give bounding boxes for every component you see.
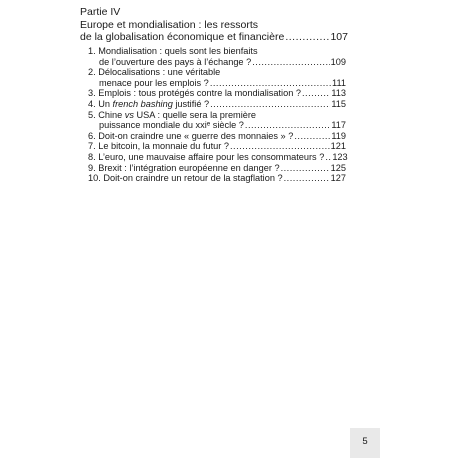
toc-entry-1[interactable]	[88, 46, 346, 67]
dot-leader	[325, 152, 331, 163]
chapter-page-number: 117	[331, 120, 346, 131]
chapter-page-number: 121	[330, 141, 346, 152]
toc-entry-9[interactable]	[88, 163, 346, 174]
toc-entry-7[interactable]	[88, 141, 346, 152]
dot-leader	[252, 57, 329, 68]
chapter-number: 1.	[88, 46, 96, 56]
chapter-page-number: 111	[332, 77, 346, 88]
part-heading-text-2: de la globalisation économique et financière	[80, 31, 285, 43]
chapter-number: 2.	[88, 67, 96, 78]
chapter-title-italic: vs	[124, 109, 134, 120]
toc-entry-8[interactable]	[88, 152, 346, 163]
chapter-page-number: 125	[330, 162, 346, 173]
chapter-title: Doit-on craindre un retour de la stagflation ?	[103, 173, 283, 184]
dot-leader	[210, 78, 331, 89]
chapter-title: Le bitcoin, la monnaie du futur ?	[98, 141, 229, 152]
chapter-title: Mondialisation : quels sont les bienfaits	[98, 46, 258, 56]
chapter-title: Emplois : tous protégés contre la mondialisation ?	[98, 88, 301, 99]
chapter-title: Un french bashing justifié ?	[98, 98, 210, 109]
chapter-title: Chine vs USA : quelle sera la première	[98, 109, 257, 120]
dot-leader	[294, 131, 330, 142]
chapter-title-cont: puissance mondiale du xxiᵉ siècle ?	[99, 120, 244, 131]
dot-leader	[230, 141, 330, 152]
toc-entry-4[interactable]	[88, 99, 346, 110]
chapter-title: Brexit : l’intégration européenne en danger ?	[98, 162, 280, 173]
chapter-title: Doit-on craindre une « guerre des monnaies » ?	[98, 130, 294, 141]
dot-leader	[302, 88, 330, 99]
chapter-page-number: 115	[331, 98, 346, 109]
chapter-number: 7.	[88, 141, 96, 152]
chapter-page-number: 123	[332, 151, 348, 162]
part-heading-line-2	[80, 31, 348, 43]
toc-entry-3[interactable]	[88, 88, 346, 99]
chapter-page-number: 119	[331, 130, 346, 141]
chapter-number: 3.	[88, 88, 96, 99]
chapter-list	[88, 46, 346, 184]
chapter-page-number: 109	[330, 56, 346, 67]
part-page-number: 107	[330, 31, 348, 43]
toc-entry-5[interactable]	[88, 110, 346, 131]
dot-leader	[285, 31, 329, 43]
toc-entry-6[interactable]	[88, 131, 346, 142]
page-footer-box	[350, 428, 380, 458]
dot-leader	[245, 120, 330, 131]
chapter-title: Délocalisations : une véritable	[98, 67, 221, 78]
part-heading-line-1	[80, 19, 348, 31]
part-heading-text-1: Europe et mondialisation : les ressorts	[80, 19, 259, 31]
chapter-number: 8.	[88, 151, 96, 162]
chapter-number: 10.	[88, 173, 101, 184]
toc-entry-10[interactable]	[88, 173, 346, 184]
dot-leader	[281, 163, 330, 174]
chapter-title-cont: menace pour les emplois ?	[99, 77, 209, 88]
chapter-page-number: 113	[331, 88, 346, 99]
chapter-title-cont: de l’ouverture des pays à l’échange ?	[99, 56, 252, 67]
part-title: Partie IV	[80, 6, 121, 18]
page-number: 5	[362, 436, 368, 447]
chapter-page-number: 127	[330, 173, 346, 184]
chapter-title: L’euro, une mauvaise affaire pour les consommateurs ?	[98, 151, 325, 162]
chapter-number: 9.	[88, 162, 96, 173]
chapter-number: 5.	[88, 109, 96, 120]
chapter-number: 6.	[88, 130, 96, 141]
dot-leader	[284, 173, 330, 184]
toc-entry-2[interactable]	[88, 67, 346, 88]
dot-leader	[210, 99, 330, 110]
chapter-number: 4.	[88, 98, 96, 109]
part-heading	[80, 19, 348, 43]
chapter-title-italic: french bashing	[112, 98, 173, 109]
